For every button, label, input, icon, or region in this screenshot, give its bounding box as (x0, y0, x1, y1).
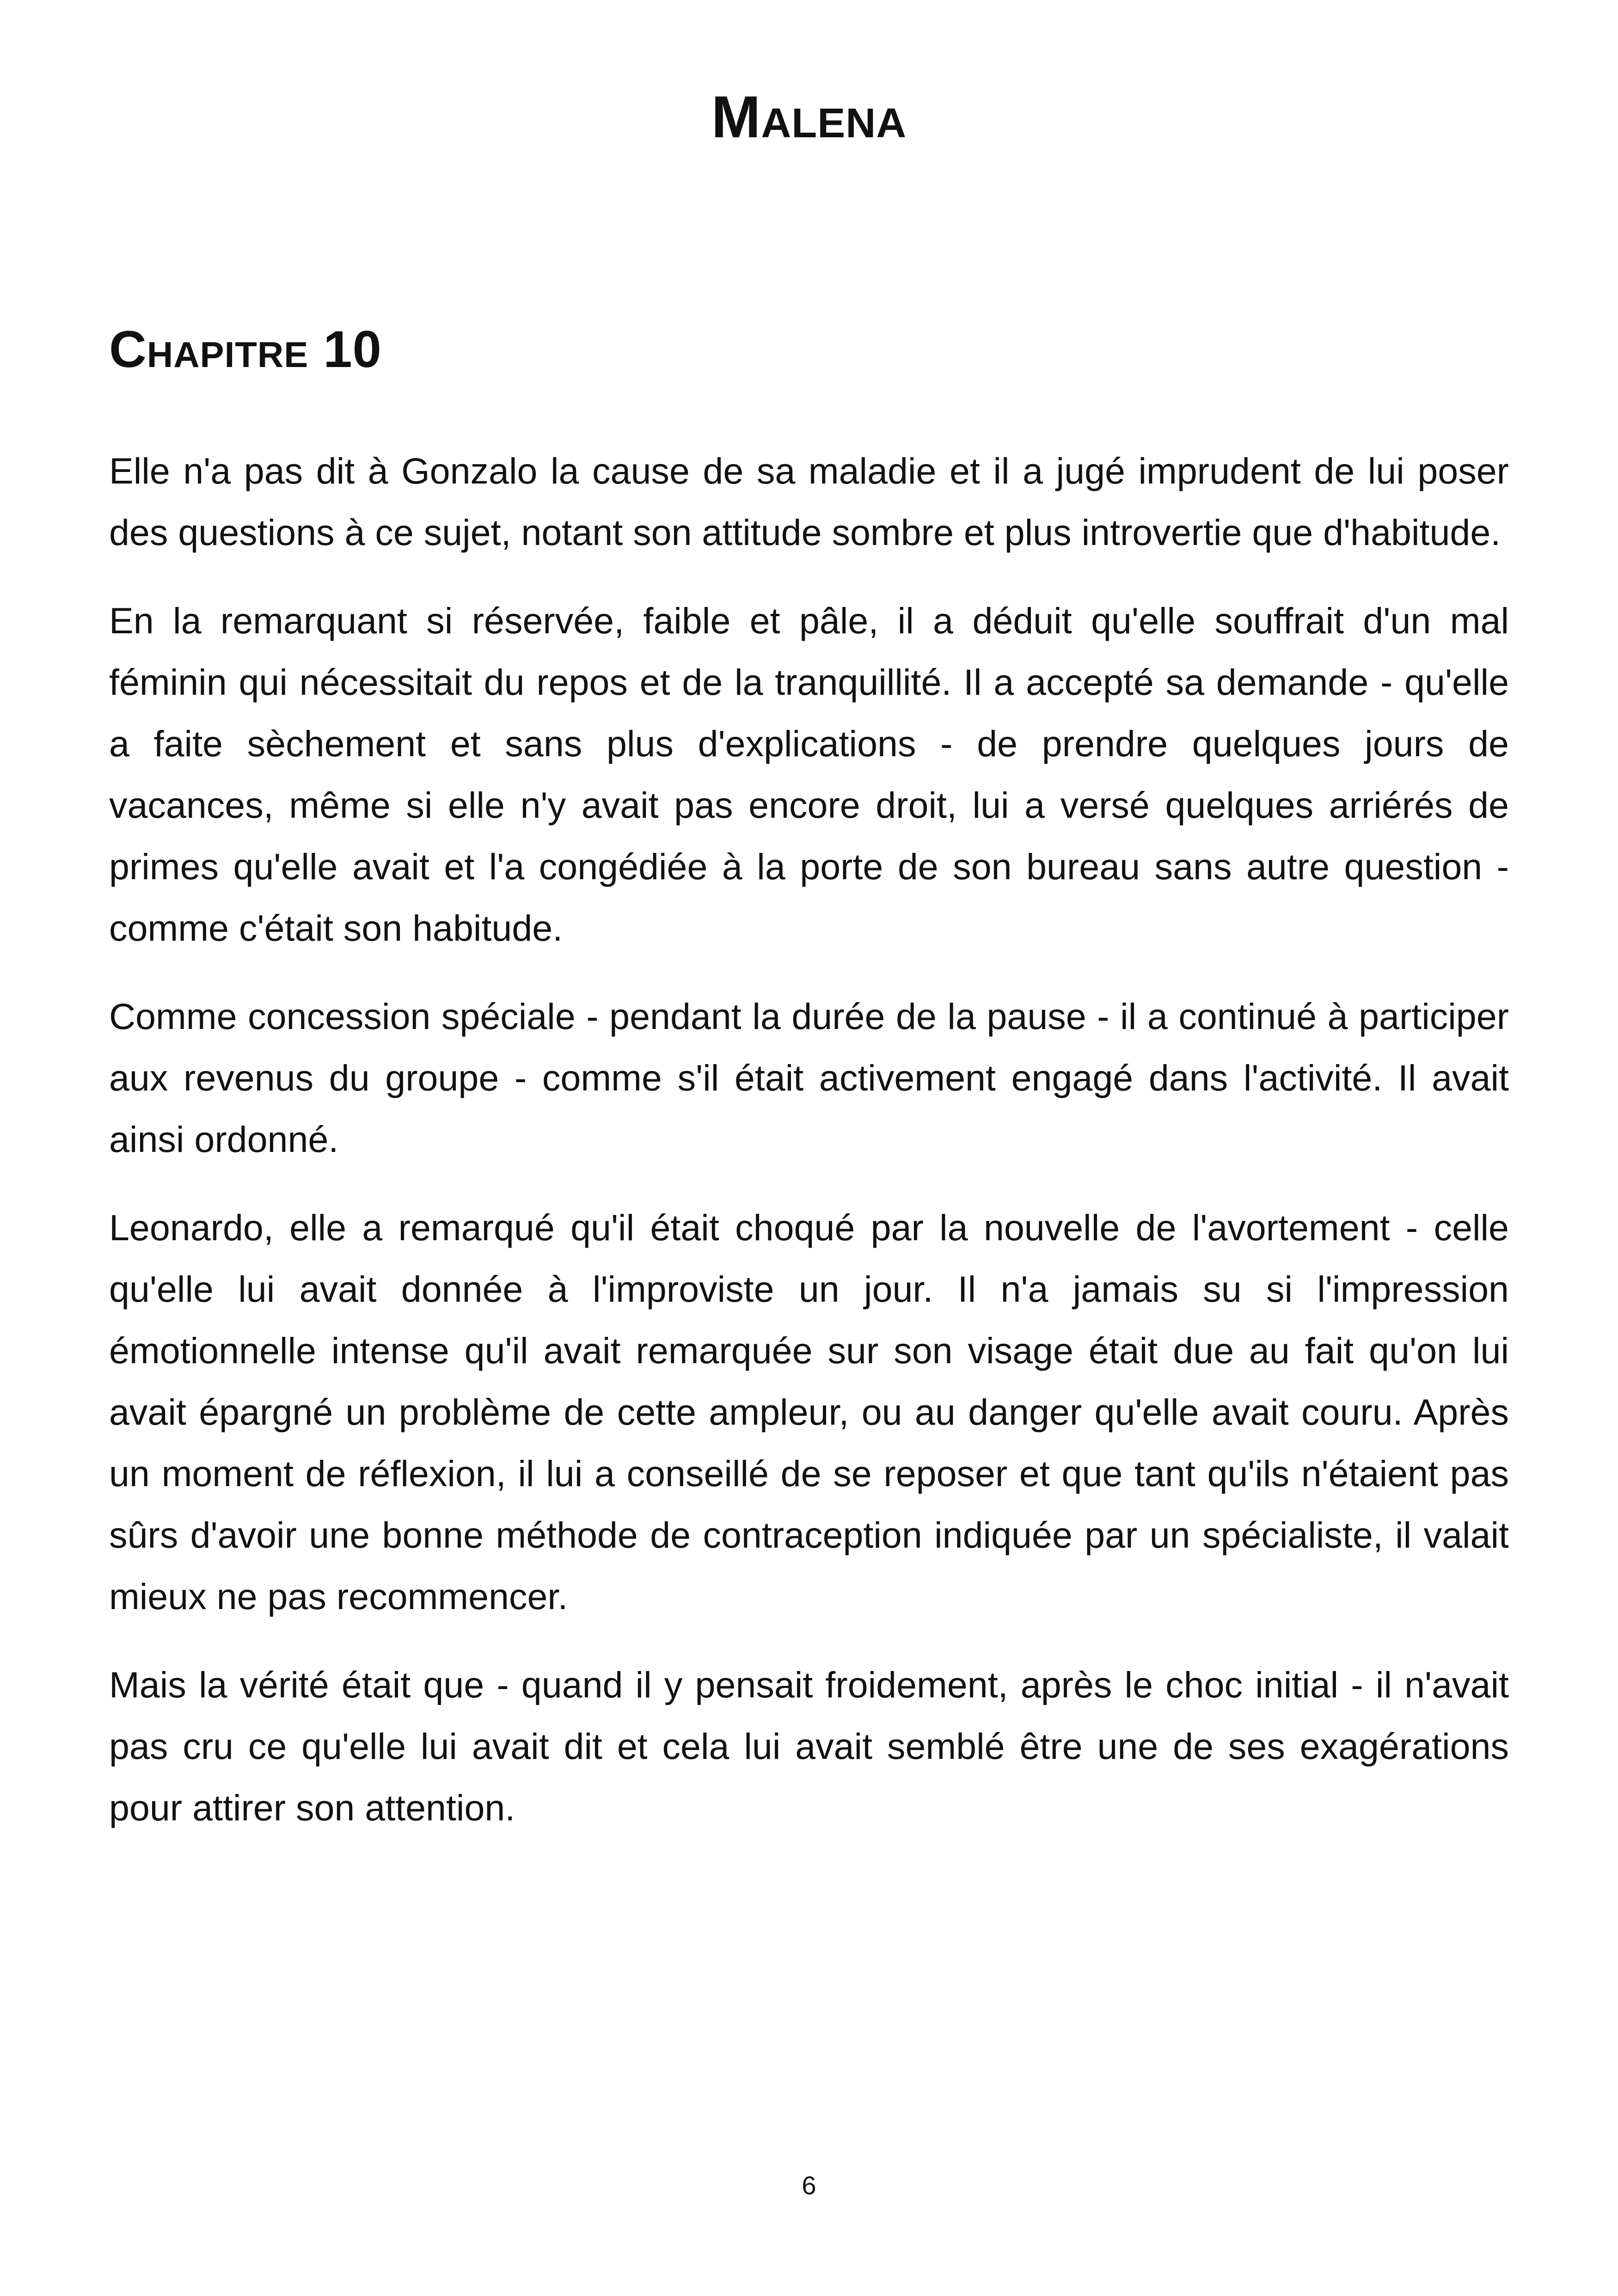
page-number: 6 (802, 2171, 816, 2200)
paragraph: Comme concession spéciale - pendant la durée de la pause - il a continué à participer aux revenus du groupe - comme s'il était activement engagé dans l'activité. Il avait ainsi ordonné. (109, 996, 1509, 1160)
paragraph: Mais la vérité était que - quand il y pensait froidement, après le choc initial - il n'avait pas cru ce qu'elle lui avait dit et cela lui avait semblé être une de ses exagérations pour attirer son attention. (109, 1664, 1509, 1828)
paragraph: Leonardo, elle a remarqué qu'il était choqué par la nouvelle de l'avortement - celle qu'elle lui avait donnée à l'improviste un jour. Il n'a jamais su si l'impression émotionnelle intense qu'il avait remarquée sur son visage était due au fait qu'on lui avait épargné un problème de cette ampleur, ou au danger qu'elle avait couru. Après un moment de réflexion, il lui a conseillé de se reposer et que tant qu'ils n'étaient pas sûrs d'avoir une bonne méthode de contraception indiquée par un spécialiste, il valait mieux ne pas recommencer. (109, 1207, 1509, 1617)
chapter-body (109, 440, 1509, 1865)
book-title: Malena (711, 84, 907, 150)
paragraph: En la remarquant si réservée, faible et pâle, il a déduit qu'elle souffrait d'un mal féminin qui nécessitait du repos et de la tranquillité. Il a accepté sa demande - qu'elle a faite sèchement et sans plus d'explications - de prendre quelques jours de vacances, même si elle n'y avait pas encore droit, lui a versé quelques arriérés de primes qu'elle avait et l'a congédiée à la porte de son bureau sans autre question - comme c'était son habitude. (109, 600, 1509, 949)
paragraph: Elle n'a pas dit à Gonzalo la cause de sa maladie et il a jugé imprudent de lui poser des questions à ce sujet, notant son attitude sombre et plus introvertie que d'habitude. (109, 450, 1509, 553)
chapter-title: Chapitre 10 (109, 320, 382, 378)
